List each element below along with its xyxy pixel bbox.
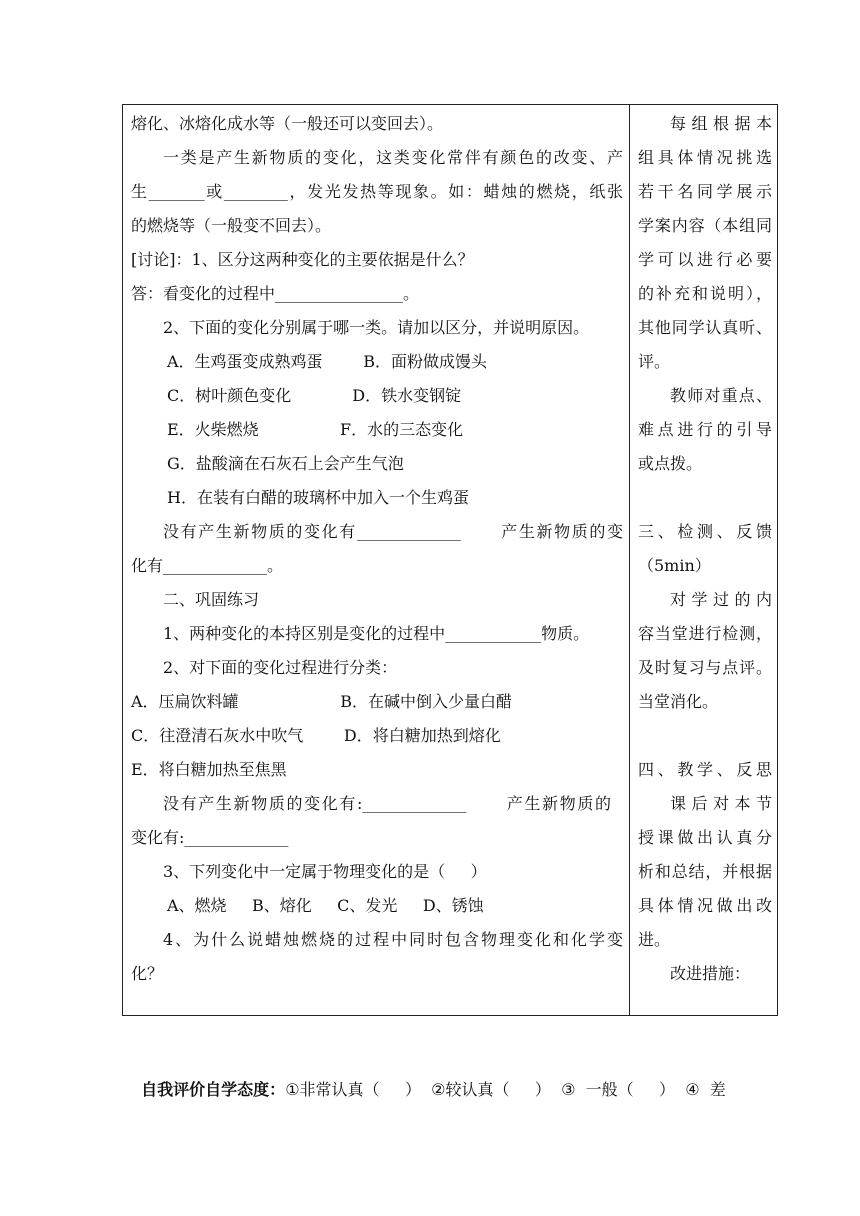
note-line: 进。 xyxy=(638,930,671,949)
question-line: 1、两种变化的本持区别是变化的过程中____________物质。 xyxy=(163,624,590,643)
self-evaluation-label: 自我评价自学态度： xyxy=(141,1080,286,1099)
question-line: 2、对下面的变化过程进行分类： xyxy=(163,658,398,677)
option-line: A．生鸡蛋变成熟鸡蛋 B．面粉做成馒头 xyxy=(167,352,488,371)
note-line: 的补充和说明）， xyxy=(638,284,772,303)
section-heading: 三、检测、反馈 xyxy=(638,522,772,541)
note-line: 其他同学认真听、 xyxy=(638,318,772,337)
note-line: 当堂消化。 xyxy=(638,692,719,711)
note-line: 课后对本节 xyxy=(670,794,772,813)
fill-blank-line: 没有产生新物质的变化有_____________ 产生新物质的变 xyxy=(163,522,623,541)
text-line: 熔化、冰熔化成水等（一般还可以变回去）。 xyxy=(131,114,444,133)
lesson-table xyxy=(122,104,778,1016)
option-line: A、燃烧 B、熔化 C、发光 D、锈蚀 xyxy=(167,896,484,915)
note-line: 容当堂进行检测， xyxy=(638,624,772,643)
option-line: G．盐酸滴在石灰石上会产生气泡 xyxy=(167,454,404,473)
option-line: H．在装有白醋的玻璃杯中加入一个生鸡蛋 xyxy=(167,488,469,507)
section-heading: 二、巩固练习 xyxy=(163,590,260,609)
question-line: 4、为什么说蜡烛燃烧的过程中同时包含物理变化和化学变 xyxy=(163,930,623,949)
answer-line: 答：看变化的过程中________________。 xyxy=(131,284,420,303)
note-line: 每组根据本 xyxy=(670,114,772,133)
discussion-question: [讨论]：1、区分这两种变化的主要依据是什么？ xyxy=(131,250,474,269)
question-line: 2、下面的变化分别属于哪一类。请加以区分，并说明原因。 xyxy=(163,318,590,337)
fill-blank-line: 变化有:_____________ xyxy=(131,828,289,847)
self-evaluation-options: ①非常认真（ ） ②较认真（ ） ③ 一般（ ） ④ 差 xyxy=(285,1080,726,1099)
note-line: （5min） xyxy=(638,556,711,575)
option-line: C．往澄清石灰水中吹气 D．将白糖加热到熔化 xyxy=(131,726,501,745)
option-line: C．树叶颜色变化 D．铁水变钢锭 xyxy=(167,386,462,405)
note-line: 学案内容（本组同 xyxy=(638,216,772,235)
note-line: 评。 xyxy=(638,352,671,371)
question-line: 3、下列变化中一定属于物理变化的是（ ） xyxy=(163,862,487,881)
note-line: 及时复习与点评。 xyxy=(638,658,772,677)
section-heading: 四、教学、反思 xyxy=(638,760,772,779)
note-line: 或点拨。 xyxy=(638,454,703,473)
note-line: 析和总结，并根据 xyxy=(638,862,772,881)
option-line: E．火柴燃烧 F．水的三态变化 xyxy=(167,420,464,439)
note-line: 授课做出认真分 xyxy=(638,828,772,847)
note-line: 组具体情况挑选 xyxy=(638,148,772,167)
note-line: 具体情况做出改 xyxy=(638,896,772,915)
self-evaluation xyxy=(131,1057,726,1101)
note-line: 若干名同学展示 xyxy=(638,182,772,201)
fill-blank-line: 没有产生新物质的变化有:_____________ 产生新物质的 xyxy=(163,794,611,813)
fill-blank-line: 化有_____________。 xyxy=(131,556,284,575)
note-line: 教师对重点、 xyxy=(670,386,772,405)
notes-column xyxy=(630,105,777,1015)
text-line: 一类是产生新物质的变化，这类变化常伴有颜色的改变、产 xyxy=(163,148,623,167)
question-line: 化？ xyxy=(131,964,164,983)
note-line: 难点进行的引导 xyxy=(638,420,772,439)
option-line: A．压扁饮料罐 B．在碱中倒入少量白醋 xyxy=(131,692,513,711)
note-line: 对学过的内 xyxy=(670,590,772,609)
text-line: 生_______或________，发光发热等现象。如：蜡烛的燃烧，纸张 xyxy=(131,182,623,201)
content-column xyxy=(123,105,629,1015)
text-line: 的燃烧等（一般变不回去）。 xyxy=(131,216,332,235)
option-line: E．将白糖加热至焦黑 xyxy=(131,760,287,779)
note-line: 学可以进行必要 xyxy=(638,250,772,269)
note-line: 改进措施： xyxy=(670,964,751,983)
